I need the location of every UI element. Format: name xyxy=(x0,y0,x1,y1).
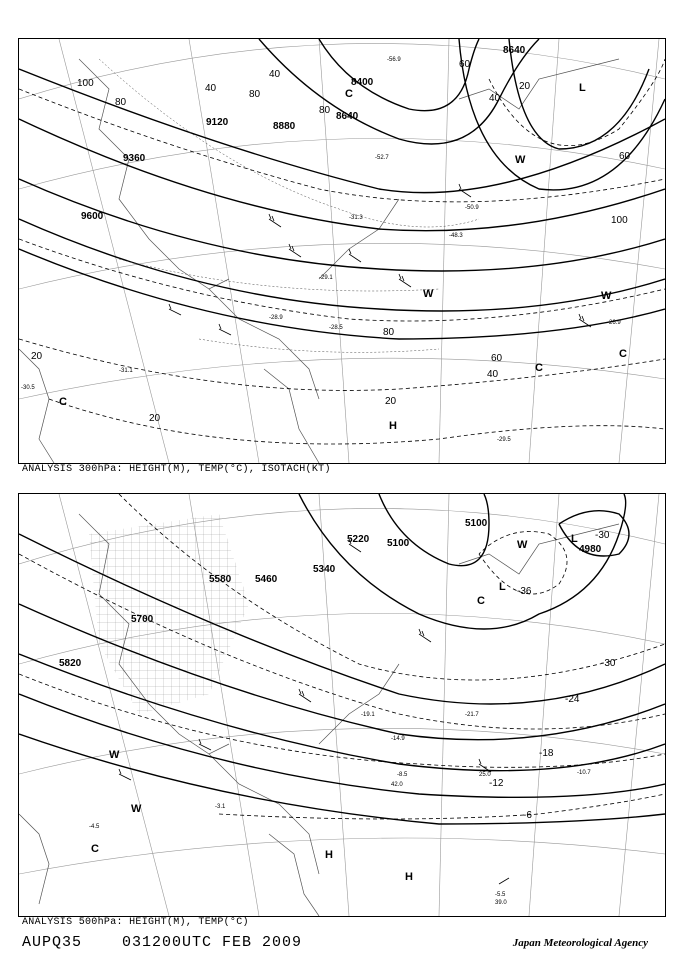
height-label: 9120 xyxy=(206,117,229,128)
map-panel-500hpa xyxy=(18,493,666,917)
temp-label: -50.9 xyxy=(465,205,479,211)
height-contours xyxy=(19,39,665,339)
height-label: 5340 xyxy=(313,564,336,575)
obs-label: -4.5 xyxy=(89,824,100,830)
height-label: 8640 xyxy=(336,111,359,122)
height-label: 5220 xyxy=(347,534,370,545)
chart-title xyxy=(22,934,302,951)
isotach-label: 20 xyxy=(31,351,43,362)
chart-datetime: 031200UTC FEB 2009 xyxy=(122,934,303,951)
warm-center: W xyxy=(423,288,434,300)
map-panel-300hpa xyxy=(18,38,666,464)
height-label: 5460 xyxy=(255,574,278,585)
cold-center: C xyxy=(91,843,99,855)
obs-label: -21.7 xyxy=(465,712,479,718)
high-center: H xyxy=(325,849,333,861)
low-center: L xyxy=(571,533,578,545)
height-label: 8880 xyxy=(273,121,296,132)
isotach-label: 20 xyxy=(519,81,531,92)
obs-label: -5.5 xyxy=(495,892,506,898)
temp-label: -48.3 xyxy=(449,233,463,239)
agency-name: Japan Meteorological Agency xyxy=(512,937,648,949)
temp-label: -31.3 xyxy=(349,215,363,221)
isotherm-label: -30 xyxy=(595,530,610,541)
warm-center: W xyxy=(517,539,528,551)
isotach-label: 40 xyxy=(489,93,501,104)
temp-label: -30.5 xyxy=(21,385,35,391)
height-label: 5820 xyxy=(59,658,82,669)
temp-label: -52.7 xyxy=(375,155,389,161)
chart-code: AUPQ35 xyxy=(22,934,83,951)
obs-label: 42.0 xyxy=(391,782,403,788)
isotach-label: 60 xyxy=(459,59,471,70)
temp-label: -28.5 xyxy=(329,325,343,331)
obs-label: -3.1 xyxy=(215,804,226,810)
isotherm-lines xyxy=(99,59,479,352)
height-label: 5700 xyxy=(131,614,154,625)
height-label: 5100 xyxy=(465,518,488,529)
temp-label: -28.9 xyxy=(269,315,283,321)
isotach-label: 40 xyxy=(487,369,499,380)
obs-label: -10.7 xyxy=(577,770,591,776)
low-center: L xyxy=(499,581,506,593)
cold-center: C xyxy=(59,396,67,408)
cold-center: C xyxy=(619,348,627,360)
isotach-label: 20 xyxy=(385,396,397,407)
isotach-label: 80 xyxy=(249,89,261,100)
height-label: 8640 xyxy=(503,45,526,56)
isotach-label: 100 xyxy=(77,78,94,89)
isotach-label: 40 xyxy=(205,83,217,94)
isotherm-label: -24 xyxy=(565,694,580,705)
observation-labels xyxy=(89,712,591,906)
low-center: L xyxy=(579,82,586,94)
obs-label: -14.9 xyxy=(391,736,405,742)
height-label: 8400 xyxy=(351,77,374,88)
isotach-label: 100 xyxy=(611,215,628,226)
height-label: 9360 xyxy=(123,153,146,164)
height-label: 9600 xyxy=(81,211,104,222)
cold-center: C xyxy=(477,595,485,607)
isotach-label: 20 xyxy=(149,413,161,424)
isotherm-label: -12 xyxy=(489,778,504,789)
high-center: H xyxy=(405,871,413,883)
isotherm-label: -30 xyxy=(601,658,616,669)
isotach-label: 60 xyxy=(619,151,631,162)
isotherm-label: -6 xyxy=(523,810,532,821)
height-label: 5100 xyxy=(387,538,410,549)
temp-label: -56.9 xyxy=(387,57,401,63)
temp-label: -29.1 xyxy=(319,275,333,281)
warm-center: W xyxy=(601,290,612,302)
isotach-label: 60 xyxy=(491,353,503,364)
cold-center: C xyxy=(535,362,543,374)
temp-label: -31.1 xyxy=(119,368,133,374)
caption-500hpa: ANALYSIS 500hPa: HEIGHT(M), TEMP(°C) xyxy=(22,917,249,928)
warm-center: W xyxy=(131,803,142,815)
temp-label: -29.5 xyxy=(497,437,511,443)
caption-300hpa: ANALYSIS 300hPa: HEIGHT(M), TEMP(°C), ISOTACH(KT) xyxy=(22,464,331,475)
obs-label: 25.0 xyxy=(479,772,491,778)
hatched-area xyxy=(89,514,249,714)
obs-label: 39.0 xyxy=(495,900,507,906)
height-labels xyxy=(81,45,526,222)
map-300hpa xyxy=(19,39,665,463)
temp-label: -26.9 xyxy=(607,320,621,326)
isotherm-labels xyxy=(489,530,616,821)
map-500hpa xyxy=(19,494,665,916)
warm-center: W xyxy=(515,154,526,166)
warm-center: W xyxy=(109,749,120,761)
cold-center: C xyxy=(345,88,353,100)
height-label: 5580 xyxy=(209,574,232,585)
isotach-label: 80 xyxy=(115,97,127,108)
high-center: H xyxy=(389,420,397,432)
isotherm-label: -36 xyxy=(517,586,532,597)
coastline xyxy=(19,59,619,463)
height-label: 4980 xyxy=(579,544,602,555)
obs-label: -8.5 xyxy=(397,772,408,778)
isotach-label: 40 xyxy=(269,69,281,80)
isotherm-label: -18 xyxy=(539,748,554,759)
isotach-label: 80 xyxy=(319,105,331,116)
isotach-label: 80 xyxy=(383,327,395,338)
obs-label: -19.1 xyxy=(361,712,375,718)
